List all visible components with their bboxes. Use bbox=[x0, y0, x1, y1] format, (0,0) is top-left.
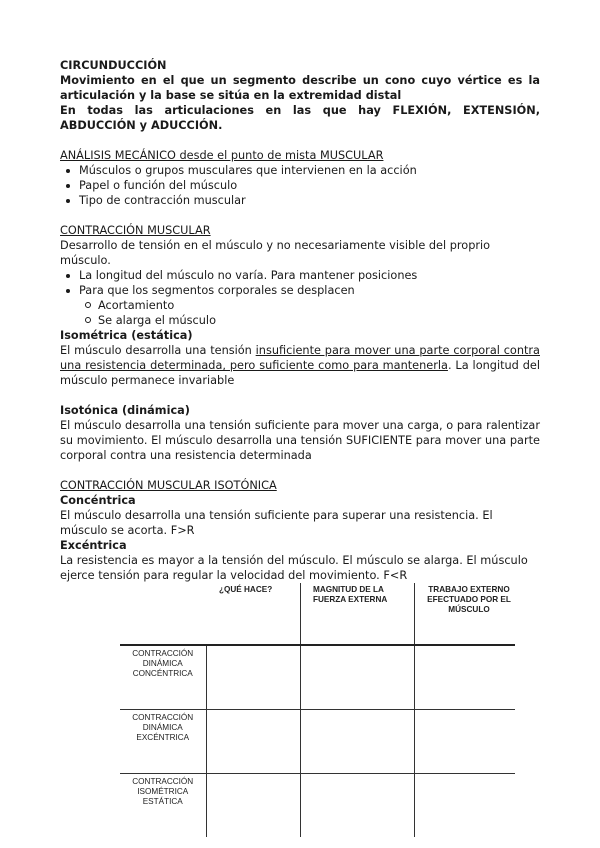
contraction-sublist bbox=[79, 298, 540, 328]
table-cell bbox=[301, 645, 415, 710]
table-row-label: CONTRACCIÓN ISOMÉTRICA ESTÁTICA bbox=[120, 774, 206, 838]
isometric-text bbox=[60, 343, 540, 388]
isometric-text-underlined: insuficiente para mover una parte corporal contra una resistencia determinada, pero suficiente como para mantenerla bbox=[60, 344, 540, 372]
table-row-label: CONTRACCIÓN DINÁMICA EXCÉNTRICA bbox=[120, 710, 206, 774]
isotonic-contraction-heading: CONTRACCIÓN MUSCULAR ISOTÓNICA bbox=[60, 479, 277, 492]
table-cell bbox=[415, 774, 516, 838]
table-cell bbox=[206, 645, 301, 710]
table-cell bbox=[206, 710, 301, 774]
contraction-description: Desarrollo de tensión en el músculo y no necesariamente visible del proprio músculo. bbox=[60, 239, 491, 267]
isotonic-text: El músculo desarrolla una tensión suficiente para mover una carga, o para ralentizar su movimiento. El músculo desarrolla una tensión SUFICIENTE para mover una parte corporal contra una resistencia determinada bbox=[60, 419, 540, 462]
isometric-title: Isométrica (estática) bbox=[60, 329, 193, 342]
concentric-title: Concéntrica bbox=[60, 494, 136, 507]
list-item: Músculos o grupos musculares que intervienen en la acción bbox=[60, 163, 540, 178]
analysis-list bbox=[60, 163, 540, 208]
table-cell bbox=[301, 710, 415, 774]
table-cell bbox=[206, 774, 301, 838]
isometric-text-start: El músculo desarrolla una tensión bbox=[60, 344, 256, 357]
eccentric-title: Excéntrica bbox=[60, 539, 127, 552]
joints-note: En todas las articulaciones en las que hay FLEXIÓN, EXTENSIÓN, ABDUCCIÓN y ADUCCIÓN. bbox=[60, 104, 540, 132]
table-corner-cell bbox=[120, 583, 206, 645]
list-item bbox=[60, 283, 540, 328]
eccentric-text: La resistencia es mayor a la tensión del músculo. El músculo se alarga. El músculo ejerce tensión para regular la velocidad del movimiento. F<R bbox=[60, 554, 528, 582]
document-page bbox=[60, 58, 540, 583]
table-header-cell: TRABAJO EXTERNO EFECTUADO POR EL MÚSCULO bbox=[415, 583, 516, 645]
table-row bbox=[120, 645, 515, 710]
list-item: Papel o función del músculo bbox=[60, 178, 540, 193]
list-item: Tipo de contracción muscular bbox=[60, 193, 540, 208]
table-header-cell: ¿QUÉ HACE? bbox=[219, 585, 273, 594]
table-row bbox=[120, 774, 515, 838]
isotonic-title: Isotónica (dinámica) bbox=[60, 404, 190, 417]
table-cell bbox=[301, 774, 415, 838]
page-title: CIRCUNDUCCIÓN bbox=[60, 59, 167, 72]
contraction-heading: CONTRACCIÓN MUSCULAR bbox=[60, 224, 211, 237]
table-cell bbox=[415, 645, 516, 710]
sublist-item: Se alarga el músculo bbox=[79, 313, 540, 328]
list-item: La longitud del músculo no varía. Para mantener posiciones bbox=[60, 268, 540, 283]
contraction-table bbox=[120, 583, 511, 837]
definition-text: Movimiento en el que un segmento describe un cono cuyo vértice es la articulación y la base se sitúa en la extremidad distal bbox=[60, 74, 540, 102]
table-cell bbox=[415, 710, 516, 774]
isometric-text-end: . La longitud del músculo permanece invariable bbox=[60, 359, 541, 387]
list-item-label: Para que los segmentos corporales se desplacen bbox=[79, 284, 355, 297]
analysis-heading: ANÁLISIS MECÁNICO desde el punto de mista MUSCULAR bbox=[60, 149, 384, 162]
table-row-label: CONTRACCIÓN DINÁMICA CONCÉNTRICA bbox=[120, 645, 206, 710]
concentric-text: El músculo desarrolla una tensión suficiente para superar una resistencia. El músculo se acorta. F>R bbox=[60, 509, 493, 537]
sublist-item: Acortamiento bbox=[79, 298, 540, 313]
table-header-cell: MAGNITUD DE LA FUERZA EXTERNA bbox=[301, 583, 415, 645]
table-row bbox=[120, 710, 515, 774]
contraction-list bbox=[60, 268, 540, 328]
table-header-row bbox=[120, 583, 515, 645]
